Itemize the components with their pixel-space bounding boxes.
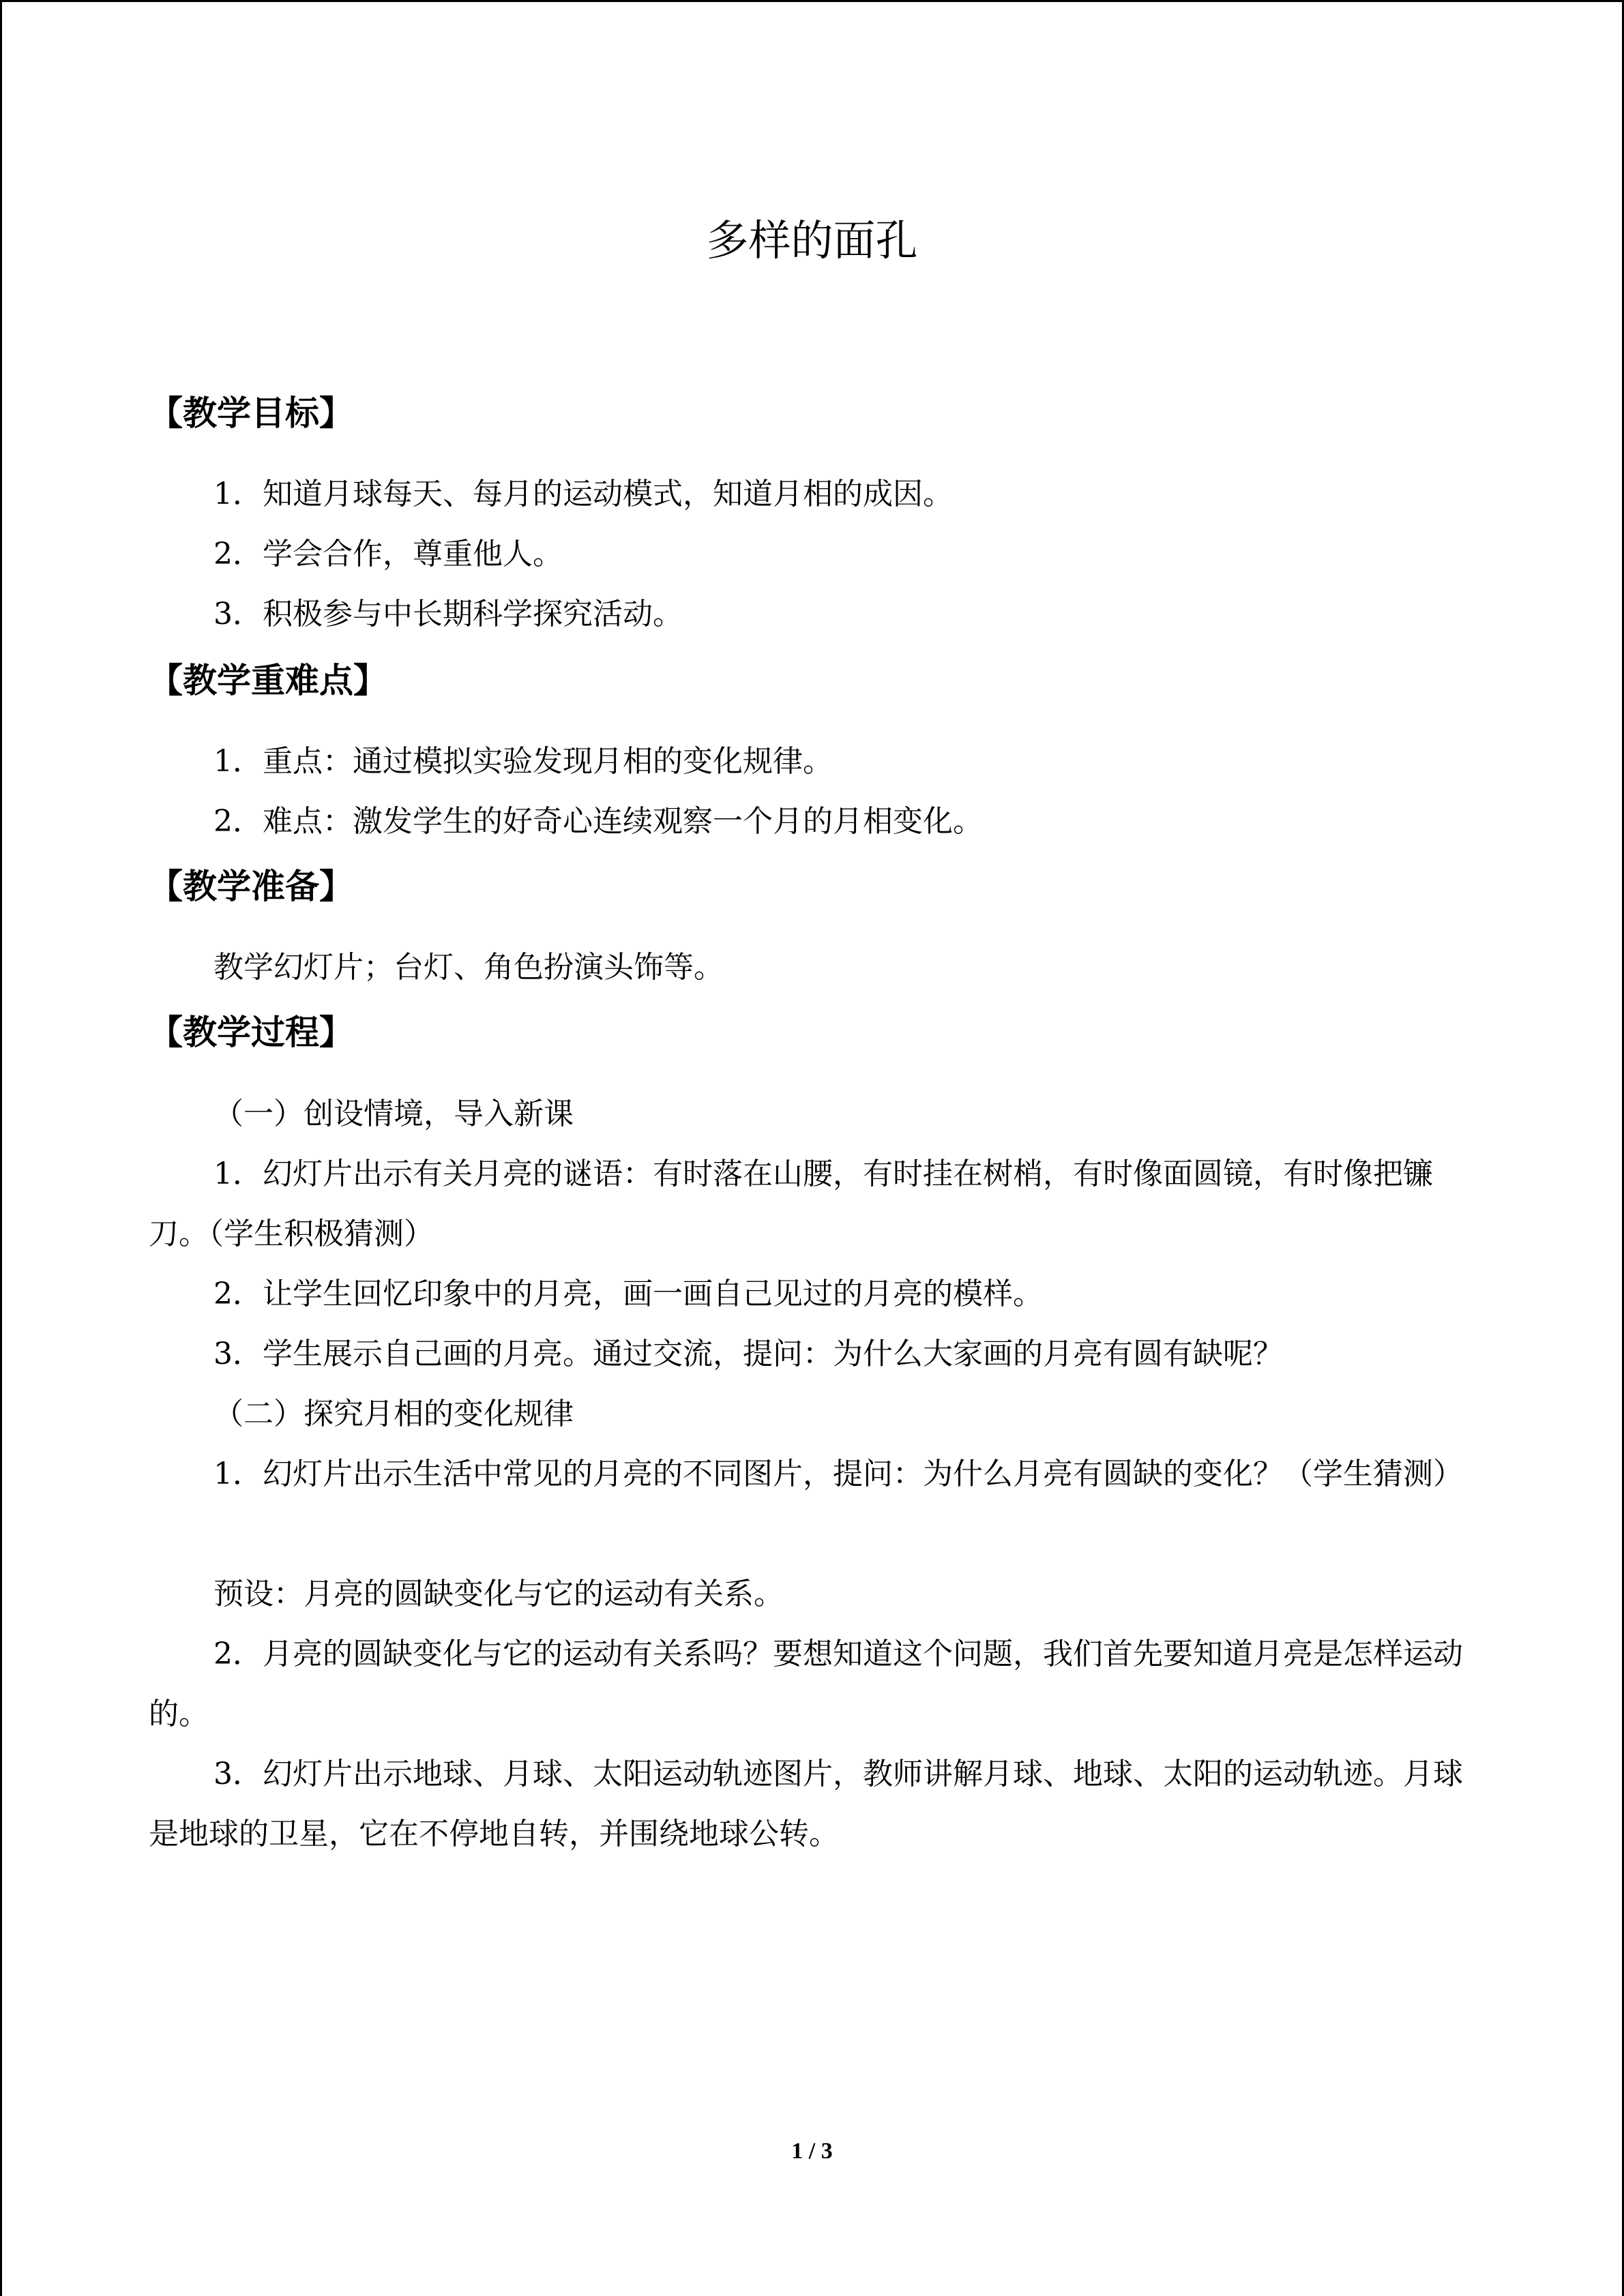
process-part1-item-2: 2．让学生回忆印象中的月亮，画一画自己见过的月亮的模样。 [213,1277,1043,1311]
process-part2-item-1: 1．幻灯片出示生活中常见的月亮的不同图片，提问：为什么月亮有圆缺的变化？（学生猜测） [213,1457,1463,1491]
process-part1-item-1: 1．幻灯片出示有关月亮的谜语：有时落在山腰，有时挂在树梢，有时像面圆镜，有时像把镰刀。（学生积极猜测） [149,1157,1433,1251]
objective-item-2: 2．学会合作，尊重他人。 [213,537,563,571]
heading-objectives: 【教学目标】 [149,393,353,433]
objective-item-3: 3．积极参与中长期科学探究活动。 [213,597,683,631]
page-number: 1 / 3 [791,2138,833,2164]
process-part1-item-3: 3．学生展示自己画的月亮。通过交流，提问：为什么大家画的月亮有圆有缺呢？ [213,1337,1283,1371]
key-point-item-2: 2．难点：激发学生的好奇心连续观察一个月的月相变化。 [213,804,983,839]
document-title: 多样的面孔 [706,215,918,265]
process-part2-item-3: 2．月亮的圆缺变化与它的运动有关系吗？要想知道这个问题，我们首先要知道月亮是怎样运动的。 [149,1637,1463,1731]
heading-process: 【教学过程】 [149,1013,353,1052]
key-point-item-1: 1．重点：通过模拟实验发现月相的变化规律。 [213,744,833,779]
preparation-text: 教学幻灯片；台灯、角色扮演头饰等。 [213,950,724,985]
process-part1-title: （一）创设情境，导入新课 [213,1097,574,1131]
process-part2-item-2: 预设：月亮的圆缺变化与它的运动有关系。 [213,1577,784,1611]
objective-item-1: 1．知道月球每天、每月的运动模式，知道月相的成因。 [213,477,953,511]
heading-preparation: 【教学准备】 [149,867,353,906]
process-part2-title: （二）探究月相的变化规律 [213,1397,574,1431]
process-part2-item-4: 3．幻灯片出示地球、月球、太阳运动轨迹图片，教师讲解月球、地球、太阳的运动轨迹。月球是地球的卫星，它在不停地自转，并围绕地球公转。 [149,1757,1463,1851]
heading-key-points: 【教学重难点】 [149,661,387,700]
